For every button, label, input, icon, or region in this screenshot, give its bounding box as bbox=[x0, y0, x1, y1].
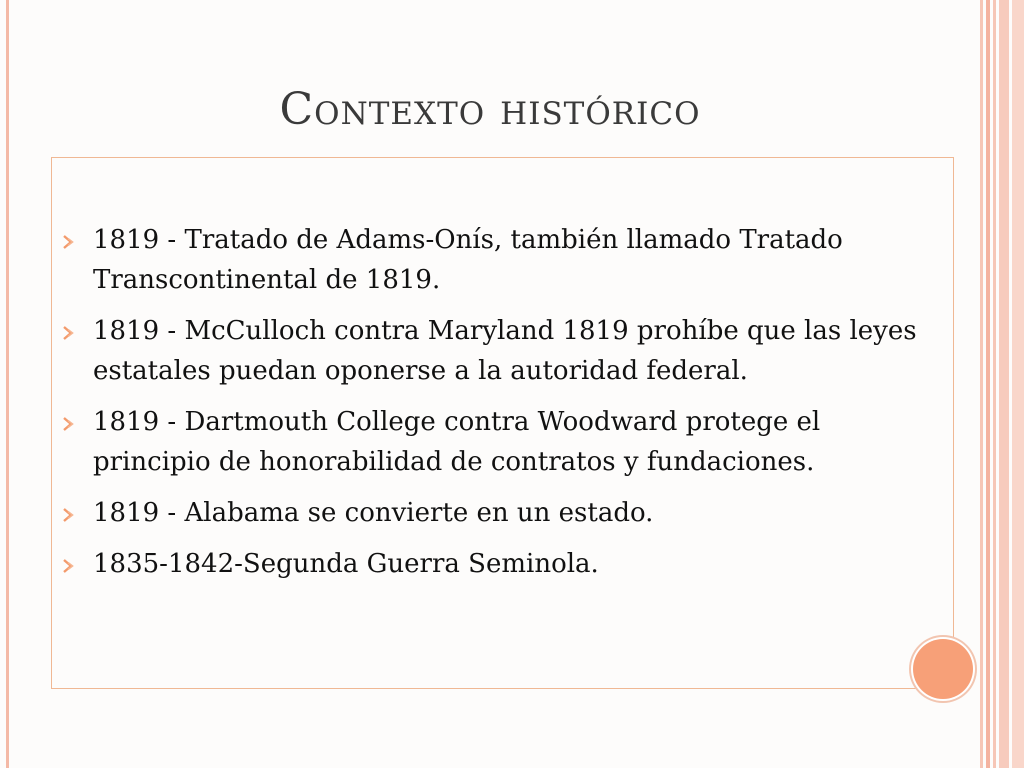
slide-title: Contexto histórico bbox=[279, 84, 701, 135]
stripe bbox=[986, 0, 990, 768]
bullet-list bbox=[62, 220, 922, 595]
list-item bbox=[62, 493, 922, 533]
bullet-text: 1819 - Alabama se convierte en un estado. bbox=[93, 498, 654, 528]
content-box bbox=[51, 157, 954, 689]
bullet-text: 1819 - Tratado de Adams-Onís, también llamado Tratado Transcontinental de 1819. bbox=[93, 225, 843, 295]
right-decorative-stripes bbox=[980, 0, 1024, 768]
bullet-text: 1819 - McCulloch contra Maryland 1819 prohíbe que las leyes estatales puedan oponerse a la autoridad federal. bbox=[93, 316, 917, 386]
list-item bbox=[62, 311, 922, 391]
arrow-bullet-icon bbox=[62, 508, 76, 522]
arrow-bullet-icon bbox=[62, 559, 76, 573]
arrow-bullet-icon bbox=[62, 235, 76, 249]
arrow-bullet-icon bbox=[62, 417, 76, 431]
list-item bbox=[62, 220, 922, 300]
list-item bbox=[62, 544, 922, 584]
stripe bbox=[999, 0, 1009, 768]
stripe bbox=[980, 0, 983, 768]
stripe bbox=[993, 0, 996, 768]
bullet-text: 1835-1842-Segunda Guerra Seminola. bbox=[93, 549, 599, 579]
stripe bbox=[1012, 0, 1024, 768]
arrow-bullet-icon bbox=[62, 326, 76, 340]
list-item bbox=[62, 402, 922, 482]
decorative-circle bbox=[913, 639, 973, 699]
bullet-text: 1819 - Dartmouth College contra Woodward protege el principio de honorabilidad de contratos y fundaciones. bbox=[93, 407, 821, 477]
